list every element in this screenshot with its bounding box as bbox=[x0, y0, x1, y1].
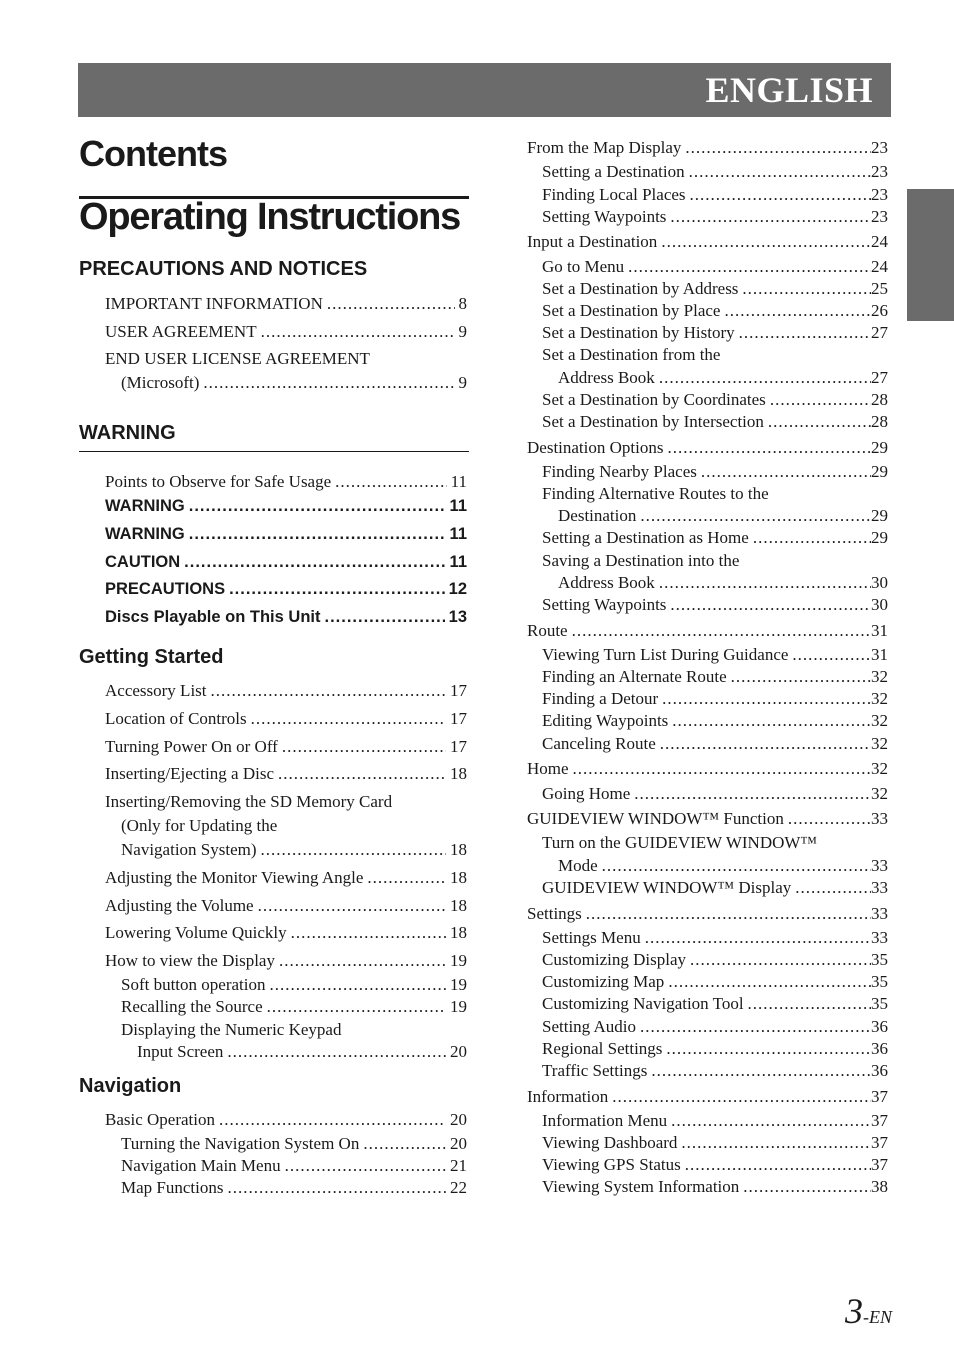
toc-page: 22 bbox=[450, 1178, 467, 1197]
toc-page: 28 bbox=[871, 412, 888, 431]
toc-entry[interactable] bbox=[542, 1132, 888, 1154]
toc-page: 19 bbox=[450, 997, 467, 1016]
toc-label: Finding an Alternate Route bbox=[542, 667, 727, 686]
toc-label: Setting Waypoints bbox=[542, 207, 667, 226]
toc-entry[interactable] bbox=[542, 1176, 888, 1198]
language-banner bbox=[78, 63, 891, 117]
toc-page: 27 bbox=[871, 368, 888, 387]
toc-label[interactable]: Turn on the GUIDEVIEW WINDOW™ bbox=[542, 833, 818, 852]
toc-label: GUIDEVIEW WINDOW™ Display bbox=[542, 878, 792, 897]
leader-dots bbox=[685, 1154, 871, 1176]
leader-dots bbox=[640, 1016, 871, 1038]
toc-label: Customizing Navigation Tool bbox=[542, 994, 744, 1013]
toc-label: PRECAUTIONS bbox=[105, 580, 226, 598]
leader-dots bbox=[743, 1176, 871, 1198]
leader-dots bbox=[251, 708, 446, 730]
toc-label: Go to Menu bbox=[542, 257, 625, 276]
toc-page: 37 bbox=[871, 1155, 888, 1174]
toc-entry[interactable] bbox=[105, 736, 467, 758]
toc-entry[interactable] bbox=[542, 1038, 888, 1060]
leader-dots bbox=[671, 1110, 871, 1132]
toc-label: CAUTION bbox=[105, 553, 181, 571]
toc-page: 23 bbox=[871, 185, 888, 204]
toc-entry[interactable] bbox=[105, 895, 467, 917]
toc-label: Customizing Map bbox=[542, 972, 665, 991]
toc-page: 8 bbox=[458, 294, 467, 313]
toc-label: Route bbox=[527, 621, 568, 640]
toc-label: Settings bbox=[527, 904, 582, 923]
toc-page: 17 bbox=[450, 709, 467, 728]
toc-entry[interactable] bbox=[121, 839, 467, 861]
leader-dots bbox=[670, 594, 871, 616]
leader-dots bbox=[282, 736, 446, 758]
toc-page: 29 bbox=[871, 528, 888, 547]
toc-page: 17 bbox=[450, 681, 467, 700]
leader-dots bbox=[634, 783, 871, 805]
toc-page: 33 bbox=[871, 878, 888, 897]
leader-dots bbox=[227, 1177, 446, 1199]
toc-label: Settings Menu bbox=[542, 928, 641, 947]
toc-entry[interactable] bbox=[105, 1109, 467, 1131]
toc-entry[interactable] bbox=[542, 644, 888, 666]
toc-page: 20 bbox=[450, 1110, 467, 1129]
toc-label: Discs Playable on This Unit bbox=[105, 608, 321, 626]
toc-entry[interactable] bbox=[542, 527, 888, 549]
leader-dots bbox=[227, 1041, 446, 1063]
leader-dots bbox=[363, 1133, 446, 1155]
toc-entry[interactable] bbox=[527, 620, 888, 642]
toc-label: Mode bbox=[558, 856, 598, 875]
toc-page: 30 bbox=[871, 595, 888, 614]
toc-entry[interactable] bbox=[542, 411, 888, 433]
toc-page: 33 bbox=[871, 928, 888, 947]
toc-entry[interactable] bbox=[105, 293, 467, 315]
leader-dots bbox=[659, 367, 871, 389]
operating-instructions-title: Operating Instructions bbox=[79, 196, 461, 238]
leader-dots bbox=[753, 527, 871, 549]
toc-entry[interactable] bbox=[105, 578, 467, 600]
toc-page: 21 bbox=[450, 1156, 467, 1175]
toc-entry[interactable] bbox=[558, 505, 888, 527]
toc-page: 36 bbox=[871, 1039, 888, 1058]
leader-dots bbox=[788, 808, 871, 830]
leader-dots bbox=[792, 644, 871, 666]
leader-dots bbox=[572, 620, 871, 642]
toc-page: 30 bbox=[871, 573, 888, 592]
toc-page: 18 bbox=[450, 764, 467, 783]
toc-label: Editing Waypoints bbox=[542, 711, 669, 730]
toc-entry[interactable] bbox=[527, 137, 888, 159]
toc-label: Viewing System Information bbox=[542, 1177, 740, 1196]
toc-label: Accessory List bbox=[105, 681, 207, 700]
toc-page: 23 bbox=[871, 138, 888, 157]
leader-dots bbox=[219, 1109, 446, 1131]
leader-dots bbox=[602, 855, 871, 877]
toc-page: 28 bbox=[871, 390, 888, 409]
toc-page: 32 bbox=[871, 759, 888, 778]
toc-entry[interactable] bbox=[542, 184, 888, 206]
toc-page: 31 bbox=[871, 645, 888, 664]
toc-label: Viewing Turn List During Guidance bbox=[542, 645, 789, 664]
toc-page: 33 bbox=[871, 856, 888, 875]
toc-page: 32 bbox=[871, 784, 888, 803]
toc-entry[interactable] bbox=[542, 389, 888, 411]
section-navigation-heading: Navigation bbox=[79, 1075, 182, 1097]
leader-dots bbox=[659, 572, 871, 594]
toc-page: 31 bbox=[871, 621, 888, 640]
toc-label: Setting a Destination bbox=[542, 162, 685, 181]
leader-dots bbox=[269, 974, 446, 996]
toc-entry[interactable] bbox=[121, 1133, 467, 1155]
toc-page: 17 bbox=[450, 737, 467, 756]
toc-label: Set a Destination by Coordinates bbox=[542, 390, 766, 409]
toc-entry[interactable] bbox=[558, 367, 888, 389]
toc-entry[interactable] bbox=[105, 763, 467, 785]
toc-entry[interactable] bbox=[542, 783, 888, 805]
toc-page: 38 bbox=[871, 1177, 888, 1196]
toc-label: WARNING bbox=[105, 497, 185, 515]
toc-entry[interactable] bbox=[558, 572, 888, 594]
toc-page: 27 bbox=[871, 323, 888, 342]
toc-entry[interactable] bbox=[542, 278, 888, 300]
toc-label[interactable]: Set a Destination from the bbox=[542, 345, 721, 364]
toc-entry[interactable] bbox=[542, 300, 888, 322]
leader-dots bbox=[612, 1086, 871, 1108]
toc-entry[interactable] bbox=[121, 974, 467, 996]
toc-page: 32 bbox=[871, 734, 888, 753]
leader-dots bbox=[229, 578, 445, 600]
toc-label[interactable]: Inserting/Removing the SD Memory Card bbox=[105, 792, 393, 811]
toc-label: Address Book bbox=[558, 368, 655, 387]
toc-entry[interactable] bbox=[105, 523, 467, 545]
toc-label: Information bbox=[527, 1087, 609, 1106]
toc-entry[interactable] bbox=[121, 1155, 467, 1177]
toc-label: Information Menu bbox=[542, 1111, 668, 1130]
toc-page: 18 bbox=[450, 868, 467, 887]
leader-dots bbox=[739, 322, 871, 344]
toc-page: 35 bbox=[871, 950, 888, 969]
toc-page: 23 bbox=[871, 207, 888, 226]
leader-dots bbox=[367, 867, 446, 889]
leader-dots bbox=[278, 763, 446, 785]
toc-label: Recalling the Source bbox=[121, 997, 263, 1016]
toc-label: From the Map Display bbox=[527, 138, 682, 157]
leader-dots bbox=[261, 839, 446, 861]
toc-entry[interactable] bbox=[542, 666, 888, 688]
toc-label: Soft button operation bbox=[121, 975, 266, 994]
toc-entry[interactable] bbox=[105, 321, 467, 343]
leader-dots bbox=[189, 495, 446, 517]
leader-dots bbox=[668, 971, 871, 993]
toc-page: 11 bbox=[449, 525, 467, 543]
toc-label[interactable]: (Only for Updating the bbox=[121, 816, 278, 835]
leader-dots bbox=[184, 551, 445, 573]
toc-entry[interactable] bbox=[542, 256, 888, 278]
toc-label: Canceling Route bbox=[542, 734, 656, 753]
leader-dots bbox=[666, 1038, 871, 1060]
toc-page: 13 bbox=[448, 608, 467, 626]
toc-page: 37 bbox=[871, 1133, 888, 1152]
toc-page: 33 bbox=[871, 809, 888, 828]
toc-entry[interactable] bbox=[542, 1154, 888, 1176]
toc-entry[interactable] bbox=[105, 551, 467, 573]
leader-dots bbox=[640, 505, 871, 527]
leader-dots bbox=[667, 437, 871, 459]
toc-entry[interactable] bbox=[542, 710, 888, 732]
toc-label[interactable]: Saving a Destination into the bbox=[542, 551, 740, 570]
toc-page: 37 bbox=[871, 1087, 888, 1106]
leader-dots bbox=[335, 471, 446, 493]
toc-entry[interactable] bbox=[542, 1110, 888, 1132]
toc-label: Set a Destination by Intersection bbox=[542, 412, 764, 431]
toc-entry[interactable] bbox=[542, 206, 888, 228]
toc-page: 11 bbox=[449, 553, 467, 571]
toc-page: 36 bbox=[871, 1061, 888, 1080]
section-divider bbox=[79, 451, 469, 452]
leader-dots bbox=[660, 733, 871, 755]
toc-entry[interactable] bbox=[105, 867, 467, 889]
toc-page: 12 bbox=[448, 580, 467, 598]
leader-dots bbox=[681, 1132, 871, 1154]
leader-dots bbox=[701, 461, 871, 483]
toc-label: Input a Destination bbox=[527, 232, 658, 251]
leader-dots bbox=[689, 161, 871, 183]
toc-entry[interactable] bbox=[542, 927, 888, 949]
toc-label: Navigation System) bbox=[121, 840, 257, 859]
toc-page: 35 bbox=[871, 972, 888, 991]
toc-label: Regional Settings bbox=[542, 1039, 663, 1058]
toc-label: Home bbox=[527, 759, 569, 778]
toc-page: 29 bbox=[871, 438, 888, 457]
toc-label: Set a Destination by Place bbox=[542, 301, 721, 320]
toc-label[interactable]: END USER LICENSE AGREEMENT bbox=[105, 349, 370, 368]
toc-page: 19 bbox=[450, 951, 467, 970]
toc-page: 11 bbox=[449, 497, 467, 515]
leader-dots bbox=[573, 758, 871, 780]
toc-page: 29 bbox=[871, 506, 888, 525]
toc-page: 35 bbox=[871, 994, 888, 1013]
toc-entry[interactable] bbox=[105, 708, 467, 730]
toc-entry[interactable] bbox=[542, 971, 888, 993]
toc-label: Destination bbox=[558, 506, 637, 525]
toc-entry[interactable] bbox=[527, 758, 888, 780]
toc-page: 37 bbox=[871, 1111, 888, 1130]
leader-dots bbox=[267, 996, 446, 1018]
toc-entry[interactable] bbox=[121, 996, 467, 1018]
leader-dots bbox=[651, 1060, 871, 1082]
toc-page: 33 bbox=[871, 904, 888, 923]
page-number-suffix: -EN bbox=[863, 1307, 892, 1327]
toc-label: GUIDEVIEW WINDOW™ Function bbox=[527, 809, 784, 828]
leader-dots bbox=[731, 666, 871, 688]
toc-label: Input Screen bbox=[137, 1042, 224, 1061]
leader-dots bbox=[291, 922, 446, 944]
toc-label: Turning Power On or Off bbox=[105, 737, 278, 756]
toc-page: 32 bbox=[871, 689, 888, 708]
toc-label[interactable]: Displaying the Numeric Keypad bbox=[121, 1020, 342, 1039]
contents-title: Contents bbox=[79, 133, 227, 174]
toc-entry[interactable] bbox=[542, 594, 888, 616]
toc-label: Setting Audio bbox=[542, 1017, 636, 1036]
toc-entry[interactable] bbox=[542, 688, 888, 710]
toc-label: Setting a Destination as Home bbox=[542, 528, 749, 547]
toc-label: Basic Operation bbox=[105, 1110, 215, 1129]
toc-page: 36 bbox=[871, 1017, 888, 1036]
toc-label: Inserting/Ejecting a Disc bbox=[105, 764, 275, 783]
leader-dots bbox=[690, 949, 871, 971]
toc-page: 23 bbox=[871, 162, 888, 181]
toc-label: Set a Destination by Address bbox=[542, 279, 739, 298]
toc-label: Destination Options bbox=[527, 438, 664, 457]
toc-page: 24 bbox=[871, 232, 888, 251]
toc-entry[interactable] bbox=[121, 1177, 467, 1199]
leader-dots bbox=[770, 389, 871, 411]
toc-label: Traffic Settings bbox=[542, 1061, 648, 1080]
toc-entry[interactable] bbox=[527, 231, 888, 253]
toc-page: 26 bbox=[871, 301, 888, 320]
toc-label: Address Book bbox=[558, 573, 655, 592]
leader-dots bbox=[327, 293, 455, 315]
leader-dots bbox=[285, 1155, 446, 1177]
toc-entry[interactable] bbox=[527, 1086, 888, 1108]
leader-dots bbox=[258, 895, 446, 917]
toc-entry[interactable] bbox=[542, 733, 888, 755]
toc-label: Turning the Navigation System On bbox=[121, 1134, 360, 1153]
leader-dots bbox=[628, 256, 871, 278]
leader-dots bbox=[795, 877, 871, 899]
section-warning-heading: WARNING bbox=[79, 422, 176, 444]
leader-dots bbox=[211, 680, 446, 702]
toc-label: Finding Local Places bbox=[542, 185, 686, 204]
leader-dots bbox=[661, 231, 871, 253]
toc-entry[interactable] bbox=[542, 877, 888, 899]
leader-dots bbox=[586, 903, 871, 925]
toc-entry[interactable] bbox=[558, 855, 888, 877]
toc-entry[interactable] bbox=[542, 161, 888, 183]
toc-label: Adjusting the Volume bbox=[105, 896, 254, 915]
toc-label: IMPORTANT INFORMATION bbox=[105, 294, 323, 313]
toc-label: Viewing GPS Status bbox=[542, 1155, 681, 1174]
language-label: ENGLISH bbox=[705, 70, 873, 110]
leader-dots bbox=[662, 688, 871, 710]
toc-label: Lowering Volume Quickly bbox=[105, 923, 287, 942]
toc-label: Location of Controls bbox=[105, 709, 247, 728]
toc-entry[interactable] bbox=[542, 322, 888, 344]
toc-label: Adjusting the Monitor Viewing Angle bbox=[105, 868, 364, 887]
leader-dots bbox=[203, 372, 454, 394]
toc-entry[interactable] bbox=[105, 680, 467, 702]
toc-entry[interactable] bbox=[105, 950, 467, 972]
toc-label: Map Functions bbox=[121, 1178, 224, 1197]
leader-dots bbox=[670, 206, 871, 228]
leader-dots bbox=[768, 411, 871, 433]
toc-entry[interactable] bbox=[527, 808, 888, 830]
leader-dots bbox=[672, 710, 871, 732]
toc-page: 18 bbox=[450, 923, 467, 942]
page-number bbox=[845, 1290, 892, 1332]
toc-page: 29 bbox=[871, 462, 888, 481]
toc-label: USER AGREEMENT bbox=[105, 322, 257, 341]
toc-label: How to view the Display bbox=[105, 951, 275, 970]
leader-dots bbox=[724, 300, 871, 322]
toc-page: 24 bbox=[871, 257, 888, 276]
toc-label: WARNING bbox=[105, 525, 185, 543]
toc-page: 9 bbox=[458, 322, 467, 341]
toc-page: 32 bbox=[871, 667, 888, 686]
toc-entry[interactable] bbox=[542, 1060, 888, 1082]
toc-page: 20 bbox=[450, 1134, 467, 1153]
toc-page: 18 bbox=[450, 840, 467, 859]
leader-dots bbox=[685, 137, 871, 159]
toc-page: 25 bbox=[871, 279, 888, 298]
toc-label[interactable]: Finding Alternative Routes to the bbox=[542, 484, 769, 503]
leader-dots bbox=[324, 606, 444, 628]
toc-entry[interactable] bbox=[137, 1041, 467, 1063]
toc-label: Going Home bbox=[542, 784, 631, 803]
toc-page: 19 bbox=[450, 975, 467, 994]
toc-entry[interactable] bbox=[105, 471, 467, 493]
toc-label: Finding Nearby Places bbox=[542, 462, 697, 481]
toc-page: 32 bbox=[871, 711, 888, 730]
section-precautions-heading: PRECAUTIONS AND NOTICES bbox=[79, 258, 368, 280]
toc-entry[interactable] bbox=[527, 903, 888, 925]
page-number-value: 3 bbox=[845, 1291, 863, 1331]
leader-dots bbox=[279, 950, 446, 972]
toc-label: (Microsoft) bbox=[121, 373, 200, 392]
toc-entry[interactable] bbox=[105, 495, 467, 517]
leader-dots bbox=[189, 523, 446, 545]
section-side-tab bbox=[907, 189, 954, 321]
toc-label: Points to Observe for Safe Usage bbox=[105, 472, 332, 491]
leader-dots bbox=[690, 184, 871, 206]
toc-entry[interactable] bbox=[105, 606, 467, 628]
leader-dots bbox=[748, 993, 871, 1015]
toc-label: Viewing Dashboard bbox=[542, 1133, 678, 1152]
toc-entry[interactable] bbox=[542, 1016, 888, 1038]
toc-page: 11 bbox=[450, 472, 467, 491]
toc-page: 18 bbox=[450, 896, 467, 915]
section-getting-started-heading: Getting Started bbox=[79, 646, 224, 668]
toc-page: 9 bbox=[458, 373, 467, 392]
toc-label: Set a Destination by History bbox=[542, 323, 735, 342]
toc-entry[interactable] bbox=[542, 993, 888, 1015]
toc-label: Customizing Display bbox=[542, 950, 687, 969]
toc-entry[interactable] bbox=[121, 372, 467, 394]
leader-dots bbox=[645, 927, 871, 949]
toc-label: Finding a Detour bbox=[542, 689, 659, 708]
toc-page: 20 bbox=[450, 1042, 467, 1061]
toc-entry[interactable] bbox=[105, 922, 467, 944]
leader-dots bbox=[261, 321, 455, 343]
toc-entry[interactable] bbox=[542, 949, 888, 971]
toc-label: Navigation Main Menu bbox=[121, 1156, 281, 1175]
toc-entry[interactable] bbox=[542, 461, 888, 483]
leader-dots bbox=[742, 278, 871, 300]
toc-label: Setting Waypoints bbox=[542, 595, 667, 614]
toc-entry[interactable] bbox=[527, 437, 888, 459]
